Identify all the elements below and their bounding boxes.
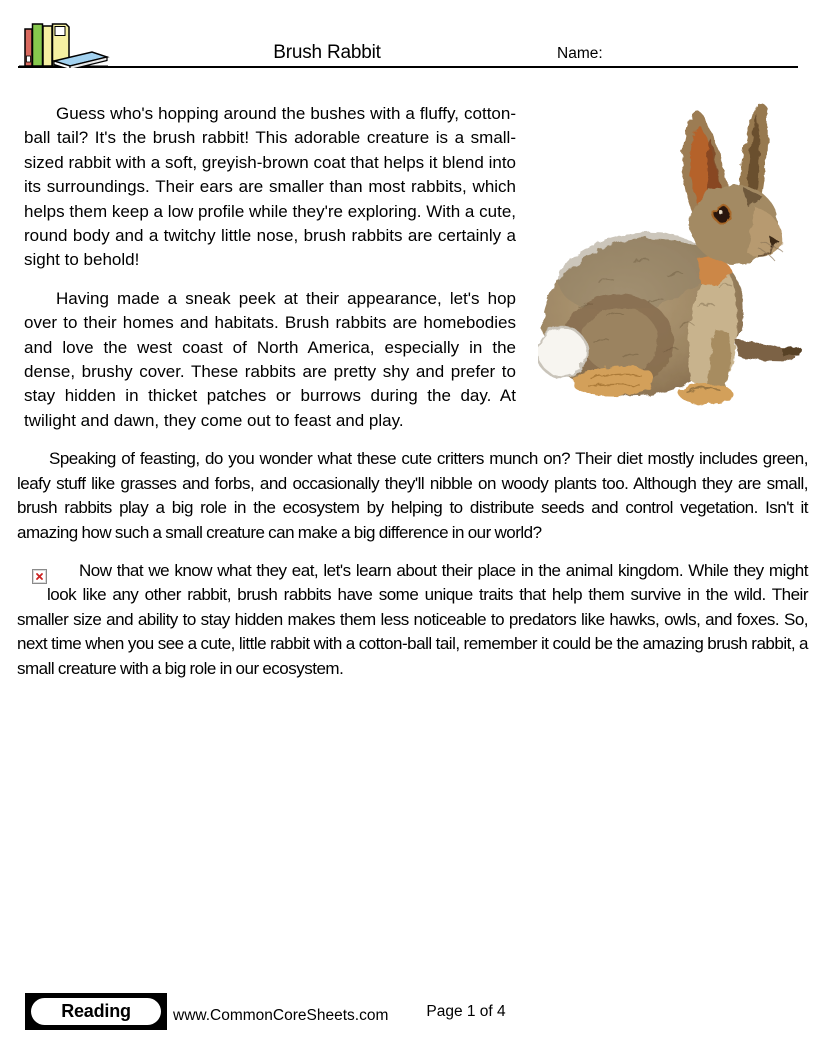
name-field-label: Name:: [557, 45, 603, 62]
page-title: Brush Rabbit: [273, 42, 381, 63]
category-badge-label: Reading: [31, 998, 161, 1025]
page-footer: [25, 993, 506, 1030]
reading-passage: [0, 68, 816, 695]
page-header: [18, 0, 798, 68]
paragraph-1: Guess who's hopping around the bushes with a fluffy, cotton-ball tail? It's the brush rabbit! This adorable creature is a small-sized rabbit with a soft, greyish-brown coat that helps it blend into its surroundings. Their ears are smaller than most rabbits, which helps them keep a low profile while they're exploring. With a cute, round body and a twitchy little nose, brush rabbits are certainly a sight to behold!: [24, 104, 516, 270]
website-text: www.CommonCoreSheets.com: [173, 1007, 389, 1024]
brush-rabbit-photo: [538, 102, 808, 447]
category-badge: [25, 993, 167, 1030]
paragraph-2: Having made a sneak peek at their appearance, let's hop over to their homes and habitats. Brush rabbits are homebodies and love the west coast of North America, especially in the dense, brushy cover. These rabbits are pretty shy and prefer to stay hidden in thicket patches or burrows during the day. At twilight and dawn, they come out to feast and play.: [24, 288, 516, 430]
paragraph-4-text: Now that we know what they eat, let's learn about their place in the animal kingdom. While they might look like any other rabbit, brush rabbits have some unique traits that help them survive in the wild. Their smaller size and ability to stay hidden makes them less noticeable to predators like hawks, owls, and foxes. So, next time when you see a cute, little rabbit with a cotton-ball tail, remember it could be the amazing brush rabbit, a small creature with a big role in our ecosystem.: [17, 560, 808, 678]
page-number: Page 1 of 4: [426, 1003, 506, 1020]
paragraph-3: Speaking of feasting, do you wonder what these cute critters munch on? Their diet mostly includes green, leafy stuff like grasses and forbs, and occasionally they'll nibble on woody plants too. Although they are small, brush rabbits play a big role in the ecosystem by helping to distribute seeds and control vegetation. Isn't it amazing how such a small creature can make a big difference in our world?: [17, 449, 808, 542]
books-logo-icon: [18, 12, 110, 68]
broken-image-icon: [32, 569, 47, 584]
paragraph-4: [17, 559, 808, 681]
